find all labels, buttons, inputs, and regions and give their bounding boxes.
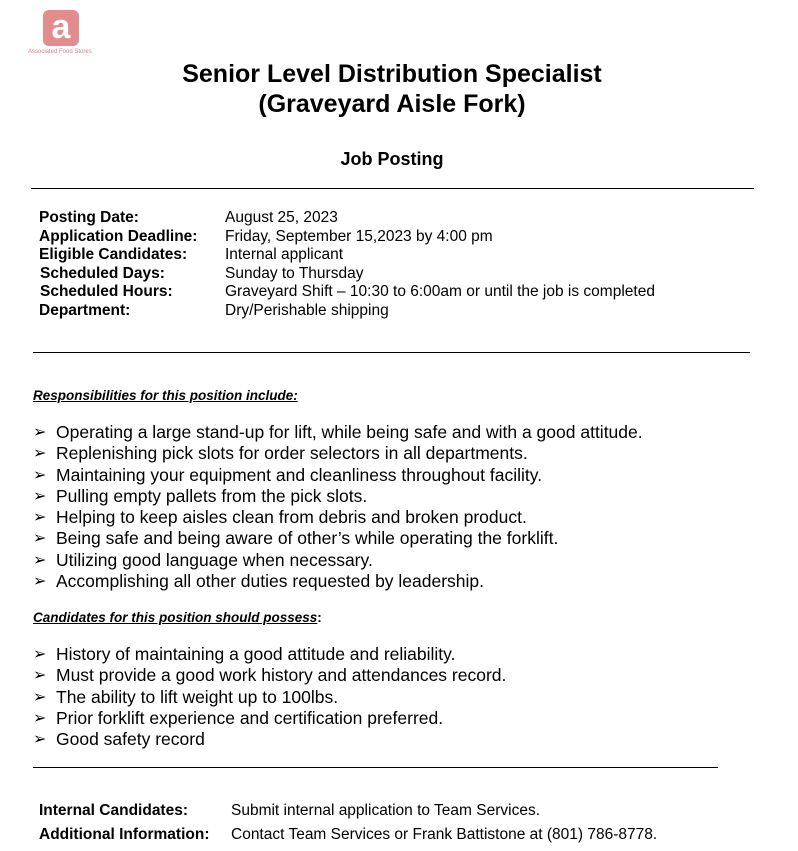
divider-bottom bbox=[33, 767, 718, 768]
arrow-bullet-icon: ➢ bbox=[33, 466, 47, 484]
company-logo bbox=[28, 8, 98, 58]
arrow-bullet-icon: ➢ bbox=[33, 731, 47, 749]
arrow-bullet-icon: ➢ bbox=[33, 487, 47, 505]
arrow-bullet-icon: ➢ bbox=[33, 424, 47, 441]
list-item-text: Must provide a good work history and attendances record. bbox=[56, 665, 507, 686]
footer-label: Additional Information: bbox=[39, 826, 210, 843]
footer-value: Submit internal application to Team Services. bbox=[231, 802, 541, 819]
list-item-text: Being safe and being aware of other’s while operating the forklift. bbox=[56, 528, 559, 549]
responsibilities-heading-text: Responsibilities for this position include: bbox=[33, 388, 298, 403]
list-item-text: Prior forklift experience and certification preferred. bbox=[56, 707, 444, 728]
arrow-bullet-icon: ➢ bbox=[33, 688, 47, 706]
qualifications-heading-colon: : bbox=[317, 610, 322, 625]
divider-top bbox=[31, 188, 754, 189]
list-item-text: Accomplishing all other duties requested by leadership. bbox=[56, 571, 485, 592]
detail-value: August 25, 2023 bbox=[225, 209, 338, 226]
arrow-bullet-icon: ➢ bbox=[33, 509, 47, 527]
arrow-bullet-icon: ➢ bbox=[33, 709, 47, 727]
list-item-text: Replenishing pick slots for order selectors in all departments. bbox=[56, 443, 528, 464]
detail-label: Eligible Candidates: bbox=[39, 246, 188, 263]
arrow-bullet-icon: ➢ bbox=[33, 667, 47, 685]
detail-label: Posting Date: bbox=[39, 209, 139, 226]
qualifications-heading bbox=[33, 610, 322, 625]
arrow-bullet-icon: ➢ bbox=[33, 445, 47, 463]
page-title-line1: Senior Level Distribution Specialist bbox=[182, 60, 602, 88]
qualifications-heading-text: Candidates for this position should possess bbox=[33, 610, 318, 625]
list-item-text: Helping to keep aisles clean from debris and broken product. bbox=[56, 507, 527, 528]
list-item-text: Good safety record bbox=[56, 729, 205, 750]
detail-value: Internal applicant bbox=[225, 246, 344, 263]
responsibilities-heading bbox=[33, 388, 298, 403]
list-item-text: Maintaining your equipment and cleanliness throughout facility. bbox=[56, 464, 543, 485]
detail-label: Scheduled Hours: bbox=[40, 283, 173, 300]
footer-value: Contact Team Services or Frank Battistone at (801) 786-8778. bbox=[231, 826, 658, 843]
arrow-bullet-icon: ➢ bbox=[33, 551, 47, 569]
arrow-bullet-icon: ➢ bbox=[33, 573, 47, 591]
logo-text: Associated Food Stores bbox=[28, 49, 92, 55]
detail-label: Department: bbox=[39, 301, 131, 319]
document-subtitle: Job Posting bbox=[340, 149, 444, 169]
logo-letter: a bbox=[51, 8, 71, 46]
arrow-bullet-icon: ➢ bbox=[33, 530, 47, 548]
list-item-text: Pulling empty pallets from the pick slots. bbox=[56, 485, 368, 506]
detail-value: Graveyard Shift – 10:30 to 6:00am or until the job is completed bbox=[225, 283, 655, 300]
divider-middle bbox=[33, 352, 750, 353]
list-item-text: The ability to lift weight up to 100lbs. bbox=[56, 686, 339, 707]
page-title-line2: (Graveyard Aisle Fork) bbox=[258, 90, 526, 118]
list-item-text: Utilizing good language when necessary. bbox=[56, 549, 373, 570]
detail-value: Friday, September 15,2023 by 4:00 pm bbox=[225, 227, 493, 245]
footer-label: Internal Candidates: bbox=[39, 802, 188, 819]
detail-value: Sunday to Thursday bbox=[225, 264, 364, 282]
list-item-text: Operating a large stand-up for lift, while being safe and with a good attitude. bbox=[56, 422, 643, 442]
detail-label: Application Deadline: bbox=[39, 227, 198, 245]
arrow-bullet-icon: ➢ bbox=[33, 646, 47, 663]
detail-value: Dry/Perishable shipping bbox=[225, 301, 389, 319]
list-item-text: History of maintaining a good attitude and reliability. bbox=[56, 644, 456, 664]
logo-mark bbox=[43, 10, 79, 46]
detail-label: Scheduled Days: bbox=[40, 264, 165, 282]
